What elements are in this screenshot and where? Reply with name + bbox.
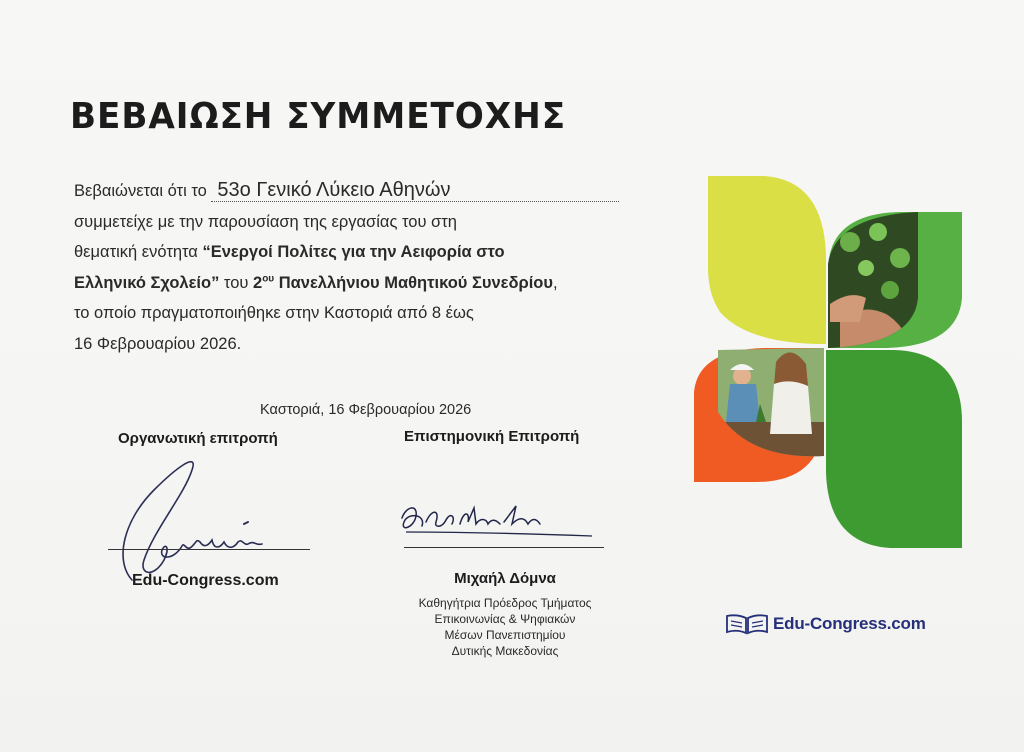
theme-title-part2: Ελληνικό Σχολείο”	[74, 273, 220, 292]
scientific-committee-title: Επιστημονική Επιτροπή	[404, 428, 580, 445]
body-line-1: Βεβαιώνεται ότι το 53ο Γενικό Λύκειο Αθηνών	[74, 176, 674, 207]
place-date: Καστοριά, 16 Φεβρουαρίου 2026	[260, 402, 472, 418]
body-line-4: Ελληνικό Σχολείο” του $2^{o\upsilon}$ Πανελλήνιου Μαθητικού Συνεδρίου,	[74, 273, 558, 292]
scientific-signature-line	[404, 547, 604, 548]
scientific-committee-person: Μιχαήλ Δόμνα	[454, 570, 556, 587]
organizing-committee-name: Edu-Congress.com	[132, 572, 279, 589]
body-line-2: συμμετείχε με την παρουσίαση της εργασίας του στη	[74, 212, 457, 231]
organizing-signature-line	[108, 549, 310, 550]
body-line-3: θεματική ενότητα “Ενεργοί Πολίτες για την Αειφορία στο	[74, 243, 505, 261]
body-line-6: 16 Φεβρουαρίου 2026.	[74, 334, 242, 353]
role-line-2: Επικοινωνίας & Ψηφιακών	[434, 612, 576, 626]
logo-text: Edu-Congress.com	[773, 614, 926, 633]
dark-green-leaf	[826, 350, 962, 548]
edu-congress-logo	[725, 612, 926, 636]
certificate-body	[74, 176, 674, 359]
role-line-3: Μέσων Πανεπιστημίου	[444, 628, 566, 642]
leaf-artwork	[690, 172, 965, 552]
organizing-signature	[104, 450, 334, 590]
theme-title-part1: “Ενεργοί Πολίτες για την Αειφορία στο	[202, 243, 505, 261]
school-name: 53ο Γενικό Λύκειο Αθηνών	[211, 179, 619, 202]
body-line-5: το οποίο πραγματοποιήθηκε στην Καστοριά από 8 έως	[74, 304, 474, 322]
open-book-icon	[725, 612, 769, 636]
role-line-1: Καθηγήτρια Πρόεδρος Τμήματος	[418, 596, 592, 610]
conference-title: $2^{o\upsilon}$ Πανελλήνιου Μαθητικού Συνεδρίου	[253, 273, 553, 292]
certificate-title: ΒΕΒΑΙΩΣΗ ΣΥΜΜΕΤΟΧΗΣ	[70, 96, 567, 137]
role-line-4: Δυτικής Μακεδονίας	[451, 644, 559, 658]
yellow-leaf	[708, 176, 826, 344]
organizing-committee-title: Οργανωτική επιτροπή	[118, 430, 278, 447]
